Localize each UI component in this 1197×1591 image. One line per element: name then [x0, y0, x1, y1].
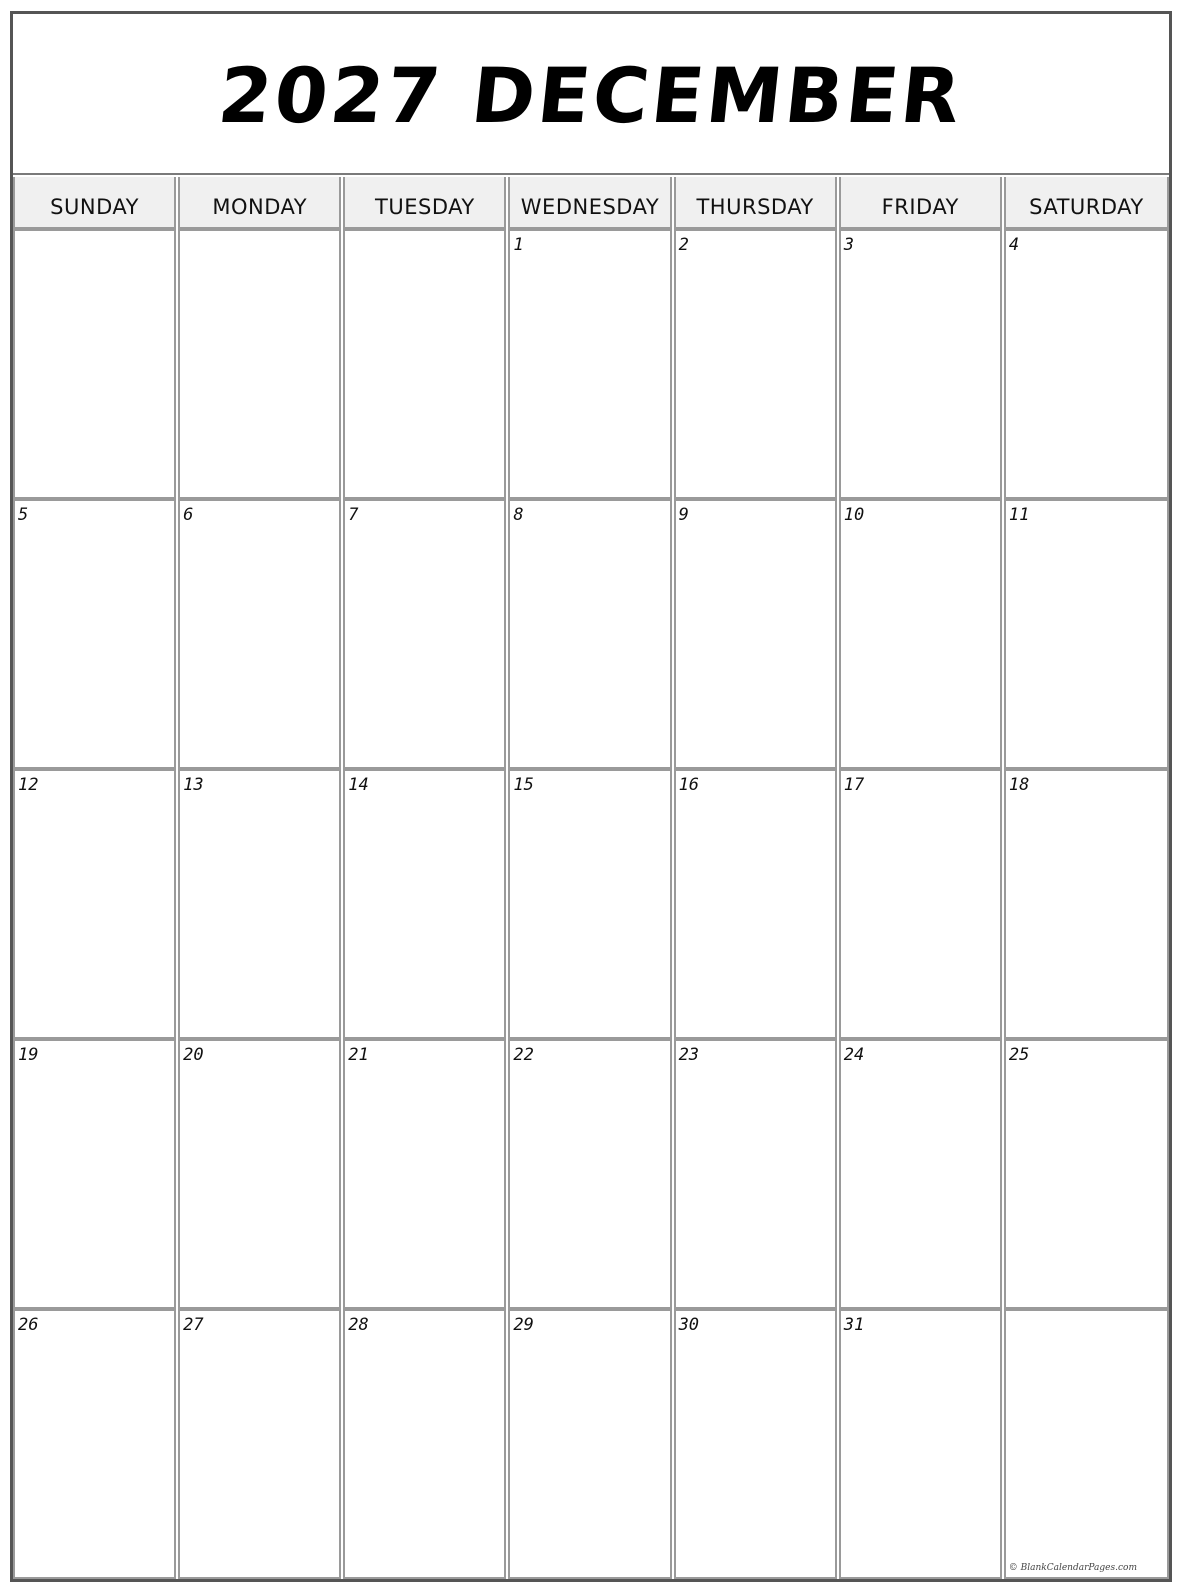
- day-cell[interactable]: [839, 499, 1002, 769]
- day-cell[interactable]: [1004, 1309, 1169, 1579]
- day-cell[interactable]: [839, 1309, 1002, 1579]
- day-number: 3: [843, 235, 854, 255]
- day-number: 24: [843, 1045, 865, 1065]
- weekday-friday: FRIDAY: [839, 177, 1002, 229]
- calendar-title: 2027 DECEMBER: [214, 51, 968, 140]
- day-number: 1: [513, 235, 524, 255]
- day-cell[interactable]: [508, 1039, 671, 1309]
- day-cell[interactable]: [674, 1039, 837, 1309]
- day-cell[interactable]: [508, 769, 671, 1039]
- day-cell[interactable]: [1004, 1039, 1169, 1309]
- day-cell[interactable]: [839, 229, 1002, 499]
- title-band: [13, 14, 1169, 175]
- weekday-monday: MONDAY: [178, 177, 341, 229]
- day-cell[interactable]: [1004, 499, 1169, 769]
- day-number: 9: [678, 505, 689, 525]
- day-number: 29: [513, 1315, 534, 1335]
- day-number: 18: [1008, 775, 1030, 795]
- day-number: 21: [348, 1045, 369, 1065]
- day-number: 25: [1008, 1045, 1030, 1065]
- day-number: 5: [18, 505, 29, 525]
- day-number: 14: [348, 775, 369, 795]
- day-number: 12: [18, 775, 39, 795]
- day-cell[interactable]: [508, 229, 671, 499]
- day-number: 19: [18, 1045, 39, 1065]
- weekday-sunday: SUNDAY: [13, 177, 176, 229]
- day-cell[interactable]: [13, 769, 176, 1039]
- day-cell[interactable]: [13, 1309, 176, 1579]
- day-number: 26: [18, 1315, 39, 1335]
- day-number: 23: [678, 1045, 700, 1065]
- day-grid: [13, 229, 1169, 1579]
- day-cell[interactable]: [343, 769, 506, 1039]
- day-number: 4: [1008, 235, 1020, 255]
- day-number: 17: [843, 775, 865, 795]
- weekday-tuesday: TUESDAY: [343, 177, 506, 229]
- weekday-wednesday: WEDNESDAY: [508, 177, 671, 229]
- day-cell[interactable]: [13, 229, 176, 499]
- day-cell[interactable]: [508, 1309, 671, 1579]
- day-cell[interactable]: [674, 1309, 837, 1579]
- day-cell[interactable]: [178, 1309, 341, 1579]
- day-cell[interactable]: [1004, 769, 1169, 1039]
- day-cell[interactable]: [178, 1039, 341, 1309]
- day-cell[interactable]: [343, 499, 506, 769]
- day-cell[interactable]: [839, 1039, 1002, 1309]
- weekday-header-row: [13, 177, 1169, 229]
- day-cell[interactable]: [13, 1039, 176, 1309]
- day-number: 7: [348, 505, 359, 525]
- day-cell[interactable]: [178, 499, 341, 769]
- day-cell[interactable]: [674, 769, 837, 1039]
- day-cell[interactable]: [178, 229, 341, 499]
- day-number: 31: [843, 1315, 865, 1335]
- day-number: 27: [183, 1315, 204, 1335]
- day-number: 2: [678, 235, 689, 255]
- watermark-text: © BlankCalendarPages.com: [1008, 1563, 1137, 1573]
- day-cell[interactable]: [674, 229, 837, 499]
- day-number: 10: [843, 505, 865, 525]
- day-cell[interactable]: [178, 769, 341, 1039]
- weekday-saturday: SATURDAY: [1004, 177, 1169, 229]
- day-number: 16: [678, 775, 700, 795]
- day-cell[interactable]: [343, 1309, 506, 1579]
- day-number: 20: [183, 1045, 204, 1065]
- day-cell[interactable]: [13, 499, 176, 769]
- day-number: 15: [513, 775, 534, 795]
- day-number: 22: [513, 1045, 534, 1065]
- weekday-thursday: THURSDAY: [674, 177, 837, 229]
- day-number: 6: [183, 505, 194, 525]
- day-number: 11: [1008, 505, 1030, 525]
- day-number: 30: [678, 1315, 700, 1335]
- day-number: 8: [513, 505, 524, 525]
- day-cell[interactable]: [839, 769, 1002, 1039]
- calendar-frame: [10, 11, 1172, 1582]
- day-number: 28: [348, 1315, 369, 1335]
- day-cell[interactable]: [508, 499, 671, 769]
- day-cell[interactable]: [1004, 229, 1169, 499]
- day-cell[interactable]: [343, 1039, 506, 1309]
- day-cell[interactable]: [343, 229, 506, 499]
- day-cell[interactable]: [674, 499, 837, 769]
- day-number: 13: [183, 775, 204, 795]
